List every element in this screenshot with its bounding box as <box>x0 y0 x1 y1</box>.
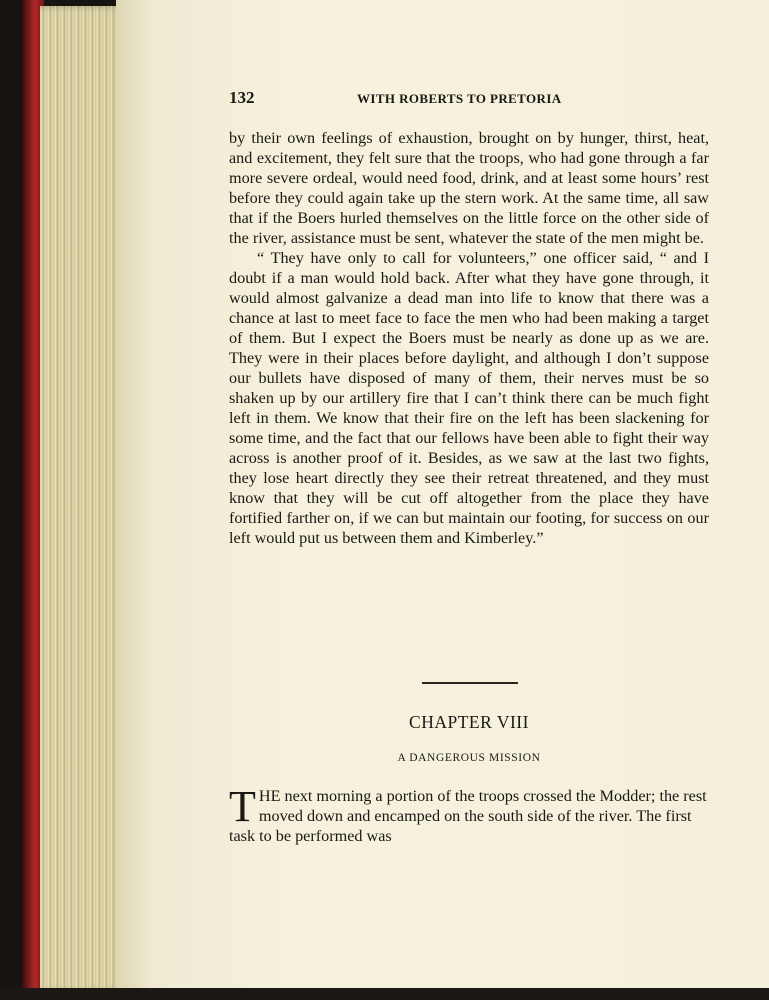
page-header <box>229 88 709 110</box>
chapter-opening-text: HE next morning a portion of the troops crossed the Modder; the rest moved down and encamped on the south side of the river. The first task to be performed was <box>229 787 707 845</box>
body-text <box>229 128 709 548</box>
drop-cap: T <box>229 782 256 831</box>
chapter-opening <box>229 782 709 846</box>
chapter-heading: CHAPTER VIII <box>409 712 529 732</box>
page-stack-edge <box>40 6 126 992</box>
page-number: 132 <box>229 88 255 107</box>
scan-bottom-edge <box>0 988 769 1000</box>
chapter-subtitle: A DANGEROUS MISSION <box>397 752 541 764</box>
paragraph-1: by their own feelings of exhaustion, brought on by hunger, thirst, heat, and excitement, they felt sure that the troops, who had gone through a far more severe ordeal, would need food, drink, and at least some hours’ rest before they could again take up the stern work. At the same time, all saw that if the Boers hurled themselves on the little force on the other side of the river, assistance must be sent, whatever the state of the men might be. <box>229 129 709 247</box>
section-divider <box>422 682 518 684</box>
running-title: WITH ROBERTS TO PRETORIA <box>357 91 562 106</box>
paragraph-2: “ They have only to call for volunteers,” one officer said, “ and I doubt if a man would hold back. After what they have gone through, it would almost galvanize a dead man into life to know that there was a chance at last to meet face to face the men who had been making a target of them. But I expect the Boers must be nearly as done up as we are. They were in their places before daylight, and although I don’t suppose our bullets have disposed of many of them, their nerves must be so shaken up by our artillery fire that I can’t think there can be much fight left in them. We know that their fire on the left has been slackening for some time, and the fact that our fellows have been able to fight their way across is another proof of it. Besides, as we saw at the last two fights, they lose heart directly they see their retreat threatened, and they must know that they will be cut off altogether from the place they have fortified farther on, if we can but maintain our footing, for success on our left would put us between them and Kimberley.” <box>229 249 709 547</box>
